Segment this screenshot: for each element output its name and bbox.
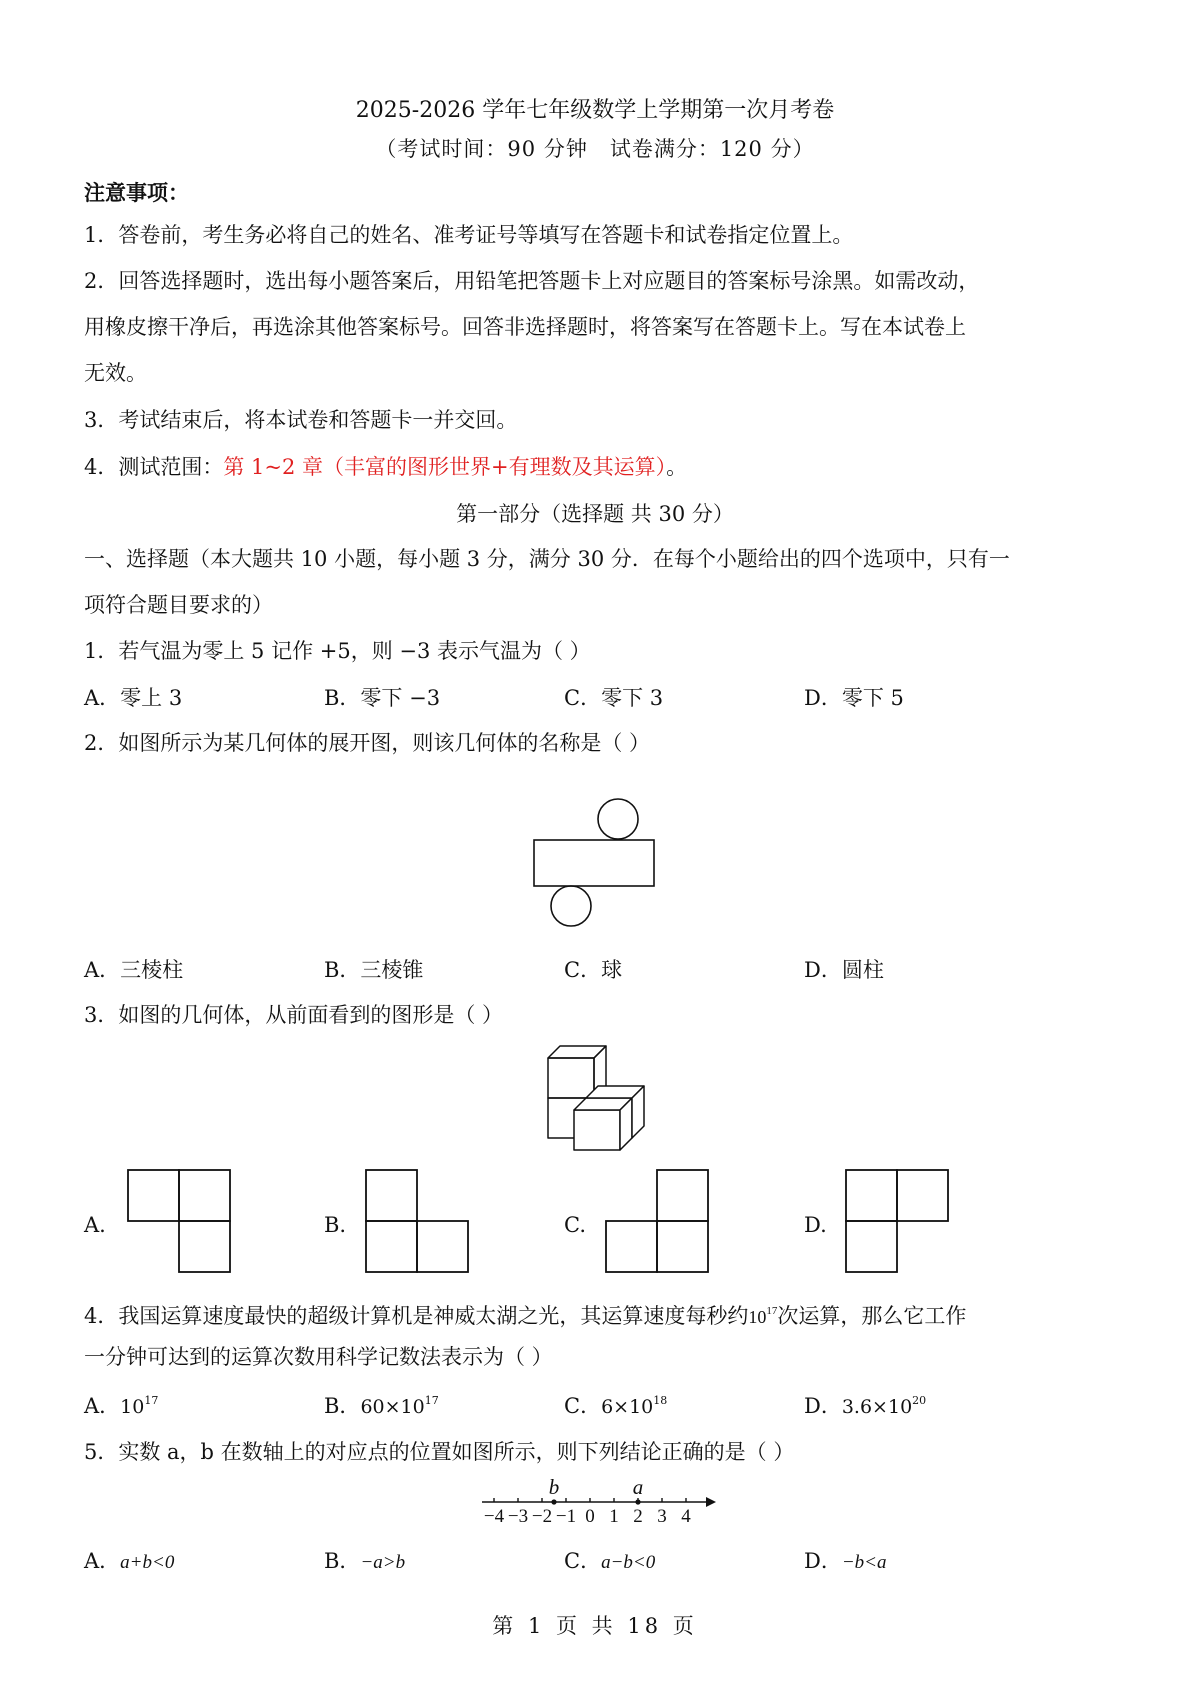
net-bottom-circle	[551, 886, 591, 926]
q4-option-b-base: 60×10	[360, 1396, 425, 1418]
question-4-stem-line-2: 一分钟可达到的运算次数用科学记数法表示为（ ）	[84, 1345, 553, 1369]
q4-option-d-base: 3.6×10	[841, 1396, 913, 1418]
notice-item-2-line-1: 2．回答选择题时，选出每小题答案后，用铅笔把答题卡上对应题目的答案标号涂黑。如需改动，	[84, 269, 980, 293]
q4-option-b-exp: 17	[424, 1394, 439, 1407]
q4-stem-exponent: 17	[766, 1305, 778, 1317]
point-a-label: a	[632, 1475, 644, 1499]
question-4-stem-line-1	[84, 1296, 966, 1332]
q3-option-b-figure[interactable]	[364, 1168, 472, 1274]
number-line-figure	[470, 1475, 720, 1538]
q5-option-a-label: A．	[84, 1549, 121, 1573]
question-3-stem: 3．如图的几何体，从前面看到的图形是（ ）	[84, 1003, 504, 1027]
q3-option-d-label[interactable]: D.	[804, 1213, 827, 1237]
section-1-header-line-2: 项符合题目要求的）	[84, 593, 273, 617]
page-title: 2025-2026 学年七年级数学上学期第一次月考卷	[355, 98, 835, 123]
number-line-tick-label: −3	[507, 1506, 529, 1527]
q2-option-b[interactable]: B．三棱锥	[324, 958, 424, 982]
point-a-dot	[635, 1499, 640, 1504]
notice-heading: 注意事项：	[84, 180, 189, 205]
q3-option-a-label[interactable]: A.	[84, 1213, 106, 1237]
q4-option-c-exp: 18	[653, 1394, 668, 1407]
q2-option-d[interactable]: D．圆柱	[804, 958, 884, 982]
q3-option-a-figure[interactable]	[126, 1168, 234, 1274]
q4-option-c-label: C．	[564, 1394, 602, 1418]
cylinder-net-figure	[530, 798, 670, 933]
q3-option-c-figure[interactable]	[604, 1168, 712, 1274]
question-2-stem: 2．如图所示为某几何体的展开图，则该几何体的名称是（ ）	[84, 731, 651, 755]
notice-item-2-line-3: 无效。	[84, 361, 147, 385]
q4-option-a-exp: 17	[144, 1394, 159, 1407]
notice-item-4	[84, 452, 687, 482]
notice-item-1: 1．答卷前，考生务必将自己的姓名、准考证号等填写在答题卡和试卷指定位置上。	[84, 223, 854, 247]
page-number: 第 1 页 共 18 页	[492, 1614, 698, 1638]
q4-option-c-base: 6×10	[601, 1396, 654, 1418]
part-1-title: 第一部分（选择题 共 30 分）	[456, 502, 734, 526]
number-line-tick-label: 4	[681, 1506, 691, 1527]
q4-option-d-label: D．	[804, 1394, 842, 1418]
q4-option-a-base: 10	[120, 1396, 145, 1418]
point-b-label: b	[548, 1475, 560, 1499]
question-5-stem: 5．实数 a，b 在数轴上的对应点的位置如图所示，则下列结论正确的是（ ）	[84, 1440, 795, 1464]
point-b-dot	[551, 1499, 556, 1504]
net-top-circle	[598, 799, 638, 839]
q4-stem-power	[748, 1307, 777, 1327]
q5-option-b[interactable]	[324, 1545, 405, 1575]
number-line-tick-label: 2	[633, 1506, 643, 1527]
q5-option-d-label: D．	[804, 1549, 842, 1573]
notice-item-4-suffix: 。	[666, 455, 688, 479]
q2-option-a[interactable]: A．三棱柱	[84, 958, 184, 982]
q4-option-d[interactable]	[804, 1390, 926, 1420]
q4-stem-part-2: 次运算，那么它工作	[777, 1304, 967, 1328]
notice-item-4-prefix: 4．测试范围：	[84, 455, 224, 479]
q5-option-c-label: C．	[564, 1549, 602, 1573]
exam-info: （考试时间：90 分钟 试卷满分：120 分）	[375, 137, 815, 161]
section-1-header-line-1: 一、选择题（本大题共 10 小题，每小题 3 分，满分 30 分．在每个小题给出的四个选项中，只有一	[84, 547, 1010, 571]
q4-option-a-label: A．	[84, 1394, 121, 1418]
q4-option-a[interactable]	[84, 1390, 158, 1420]
q4-option-b[interactable]	[324, 1390, 439, 1420]
number-line-tick-label: 1	[609, 1506, 619, 1527]
number-line-tick-label: −4	[483, 1506, 505, 1527]
q1-option-b[interactable]: B．零下 −3	[324, 686, 441, 710]
number-line-tick-label: −2	[531, 1506, 553, 1527]
q2-option-c[interactable]: C．球	[564, 958, 623, 982]
q5-option-b-expr: −a>b	[360, 1552, 406, 1573]
q4-stem-part-1: 4．我国运算速度最快的超级计算机是神威太湖之光，其运算速度每秒约	[84, 1304, 749, 1328]
q4-option-c[interactable]	[564, 1390, 667, 1420]
q4-stem-base: 10	[748, 1307, 767, 1327]
q4-option-b-label: B．	[324, 1394, 361, 1418]
q1-option-a[interactable]: A．零上 3	[84, 686, 183, 710]
q5-option-b-label: B．	[324, 1549, 361, 1573]
number-line-tick-label: 0	[585, 1506, 595, 1527]
q3-option-d-figure[interactable]	[844, 1168, 952, 1274]
number-line-tick-label: 3	[657, 1506, 667, 1527]
q5-option-c-expr: a−b<0	[601, 1552, 656, 1573]
q5-option-a-expr: a+b<0	[120, 1552, 175, 1573]
q4-option-d-exp: 20	[912, 1394, 927, 1407]
q5-option-d[interactable]	[804, 1545, 887, 1575]
notice-item-2-line-2: 用橡皮擦干净后，再选涂其他答案标号。回答非选择题时，将答案写在答题卡上。写在本试卷上	[84, 315, 966, 339]
q1-option-d[interactable]: D．零下 5	[804, 686, 904, 710]
number-line-tick-label: −1	[555, 1506, 577, 1527]
cube-solid-figure	[540, 1040, 650, 1155]
q5-option-a[interactable]	[84, 1545, 174, 1575]
test-range: 第 1~2 章（丰富的图形世界+有理数及其运算）	[223, 455, 667, 479]
q5-option-d-expr: −b<a	[841, 1552, 887, 1573]
q1-option-c[interactable]: C．零下 3	[564, 686, 664, 710]
q3-option-c-label[interactable]: C.	[564, 1213, 586, 1237]
net-rectangle	[534, 840, 654, 886]
q5-option-c[interactable]	[564, 1545, 655, 1575]
question-1-stem: 1．若气温为零上 5 记作 +5，则 −3 表示气温为（ ）	[84, 639, 591, 663]
notice-item-3: 3．考试结束后，将本试卷和答题卡一并交回。	[84, 408, 518, 432]
q3-option-b-label[interactable]: B.	[324, 1213, 347, 1237]
number-line-arrow	[706, 1497, 716, 1507]
